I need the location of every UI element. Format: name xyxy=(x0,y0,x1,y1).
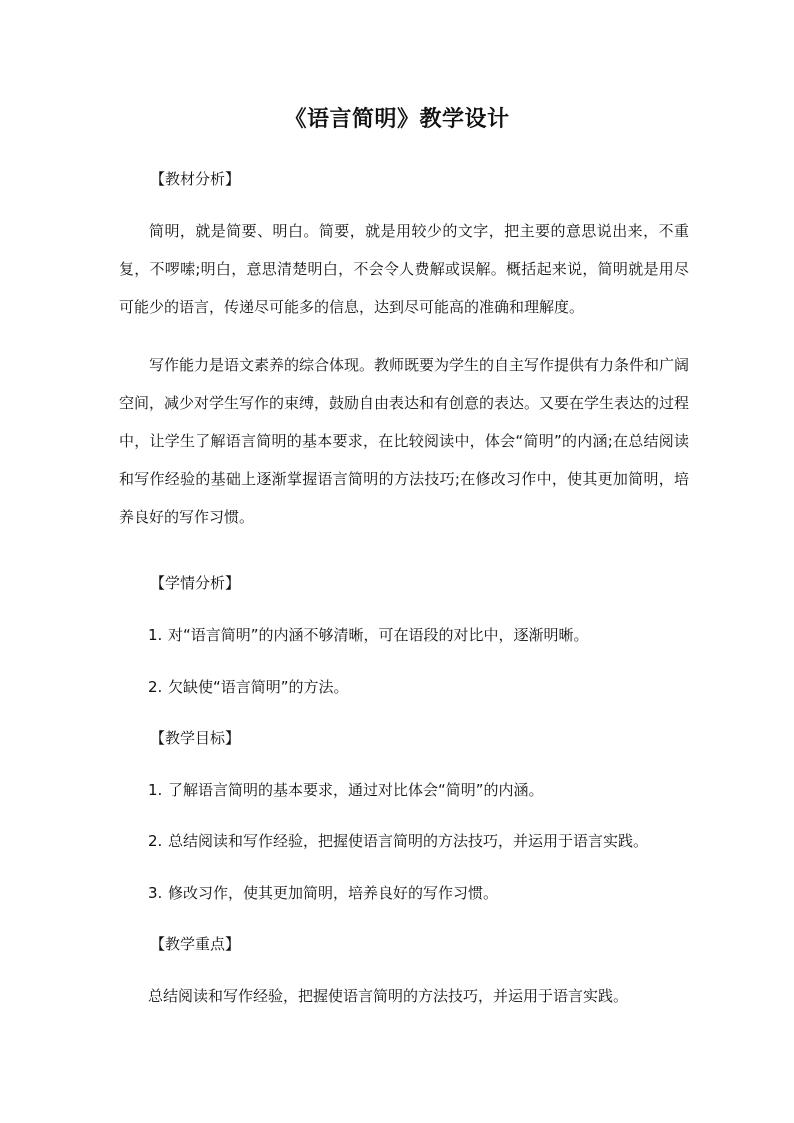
section-heading-teaching-goals: 【教学目标】 xyxy=(150,729,241,747)
list-number: 2. xyxy=(148,832,163,850)
document-title: 《语言简明》教学设计 xyxy=(284,107,510,132)
list-item xyxy=(148,676,349,698)
list-item xyxy=(148,624,589,646)
paragraph-writing-ability: 写作能力是语文素养的综合体现。教师既要为学生的自主写作提供有力条件和广阔空间，减少对学生写作的束缚，鼓励自由表达和有创意的表达。又要在学生表达的过程中，让学生了解语言简明的基本要求，在比较阅读中，体会“简明”的内涵;在总结阅读和写作经验的基础上逐渐掌握语言简明的方法技巧;在修改习作中，使其更加简明，培养良好的写作习惯。 xyxy=(119,356,690,526)
list-text: 欠缺使“语言简明”的方法。 xyxy=(168,678,349,696)
focus-text: 总结阅读和写作经验，把握使语言简明的方法技巧，并运用于语言实践。 xyxy=(148,987,629,1005)
list-item xyxy=(148,779,544,801)
list-text: 对“语言简明”的内涵不够清晰，可在语段的对比中，逐渐明晰。 xyxy=(168,626,589,644)
section-heading-learner-analysis: 【学情分析】 xyxy=(150,574,241,592)
section-heading-material-analysis: 【教材分析】 xyxy=(150,170,241,188)
list-item xyxy=(148,830,648,852)
section-heading-teaching-focus: 【教学重点】 xyxy=(150,935,241,953)
list-text: 总结阅读和写作经验，把握使语言简明的方法技巧，并运用于语言实践。 xyxy=(168,832,649,850)
paragraph-simplicity-definition: 简明，就是简要、明白。简要，就是用较少的文字，把主要的意思说出来，不重复，不啰嗦;明白，意思清楚明白，不会令人费解或误解。概括起来说，简明就是用尽可能少的语言，传递尽可能多的信息，达到尽可能高的准确和理解度。 xyxy=(119,222,689,316)
list-text: 了解语言简明的基本要求，通过对比体会“简明”的内涵。 xyxy=(168,781,544,799)
list-text: 修改习作，使其更加简明，培养良好的写作习惯。 xyxy=(168,884,499,902)
list-number: 1. xyxy=(148,781,163,799)
list-number: 3. xyxy=(148,884,163,902)
list-item xyxy=(148,882,498,904)
list-number: 1. xyxy=(148,626,163,644)
list-number: 2. xyxy=(148,678,163,696)
